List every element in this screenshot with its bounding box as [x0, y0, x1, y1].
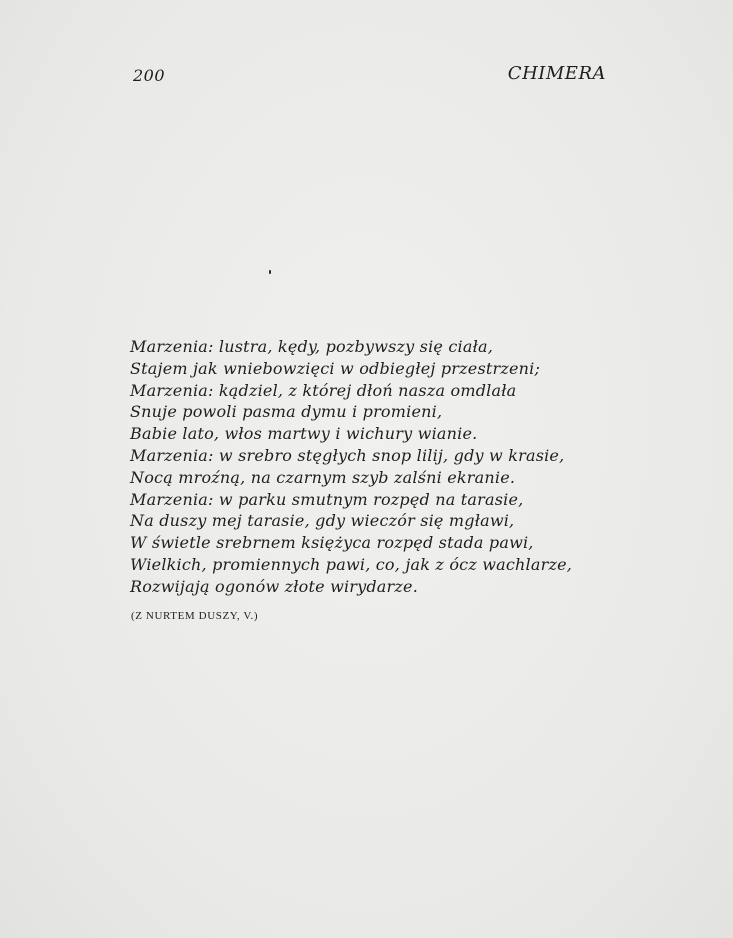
poem-line: Na duszy mej tarasie, gdy wieczór się mgławi, — [130, 511, 515, 531]
poem-line: Marzenia: lustra, kędy, pozbywszy się ciała, — [130, 337, 493, 356]
poem-line: Stajem jak wniebowzięci w odbiegłej przestrzeni; — [130, 358, 541, 378]
poem-line: Nocą mroźną, na czarnym szyb zalśni ekranie. — [130, 467, 516, 487]
running-title: CHIMERA — [507, 63, 606, 84]
poem-line: Wielkich, promiennych pawi, co, jak z ócz wachlarze, — [130, 554, 573, 574]
poem — [130, 336, 600, 598]
poem-line: Snuje powoli pasma dymu i promieni, — [130, 402, 443, 422]
print-speck — [269, 270, 271, 274]
poem-line: Marzenia: kądziel, z której dłoń nasza omdlała — [130, 380, 517, 400]
poem-line: W świetle srebrnem księżyca rozpęd stada pawi, — [130, 533, 534, 553]
poem-line: Marzenia: w parku smutnym rozpęd na tarasie, — [130, 489, 524, 509]
poem-line: Marzenia: w srebro stęgłych snop lilij, gdy w krasie, — [130, 445, 565, 465]
page-number: 200 — [133, 66, 166, 85]
poem-line: Babie lato, włos martwy i wichury wianie. — [130, 424, 478, 444]
poem-line: Rozwijają ogonów złote wirydarze. — [130, 576, 418, 596]
source-note: (Z NURTEM DUSZY, V.) — [131, 610, 259, 622]
